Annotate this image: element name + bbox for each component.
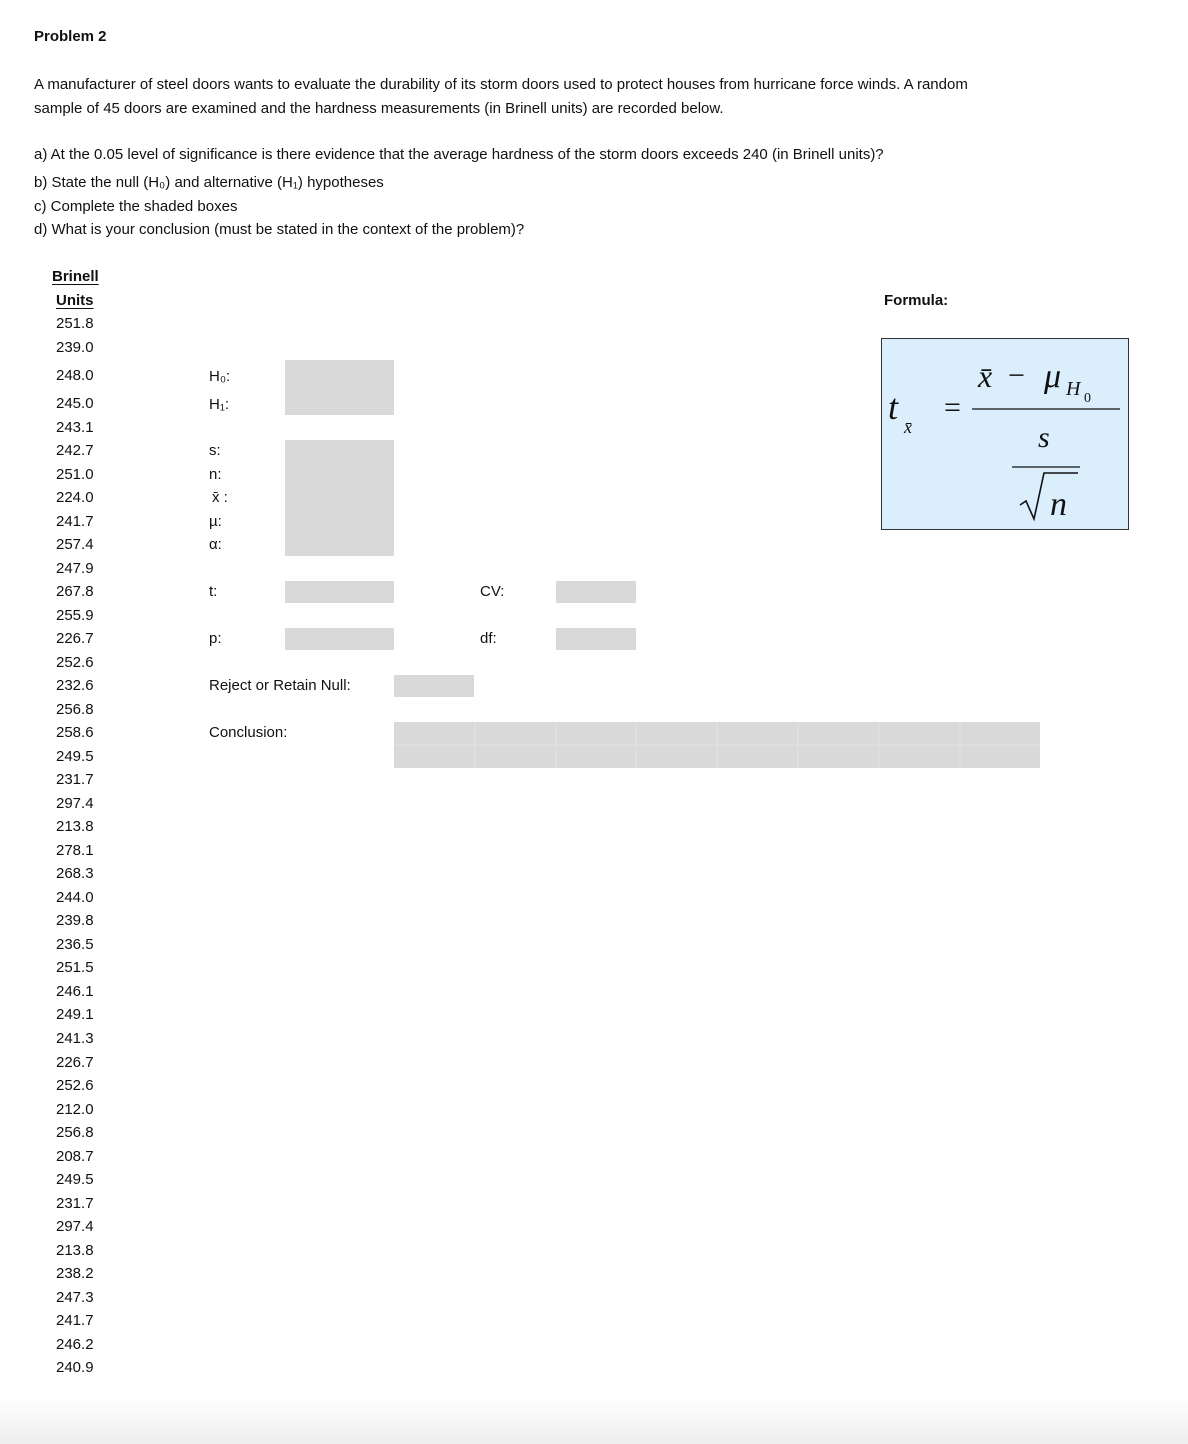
xbar-label: x̄ :	[212, 489, 228, 506]
conclusion-answer-box[interactable]	[394, 722, 1040, 768]
brinell-value: 231.7	[56, 771, 94, 788]
formula-s: s	[1038, 421, 1050, 454]
hypotheses-answer-box[interactable]	[285, 360, 394, 415]
brinell-value: 243.1	[56, 419, 94, 436]
column-header-brinell: Brinell	[52, 268, 99, 285]
brinell-value: 226.7	[56, 630, 94, 647]
brinell-value: 251.5	[56, 959, 94, 976]
cv-answer-box[interactable]	[556, 581, 636, 603]
n-label: n:	[209, 466, 222, 483]
column-header-units: Units	[56, 292, 94, 309]
brinell-value: 241.7	[56, 1312, 94, 1329]
brinell-value: 241.3	[56, 1030, 94, 1047]
t-statistic-formula	[882, 339, 1128, 529]
question-c: c) Complete the shaded boxes	[34, 198, 238, 215]
h1-label: H₁:	[209, 396, 230, 413]
brinell-value: 267.8	[56, 583, 94, 600]
s-label: s:	[209, 442, 221, 459]
intro-text-line2: sample of 45 doors are examined and the hardness measurements (in Brinell units) are recorded below.	[34, 100, 724, 117]
brinell-value: 251.8	[56, 315, 94, 332]
reject-retain-answer-box[interactable]	[394, 675, 474, 697]
brinell-value: 249.1	[56, 1006, 94, 1023]
df-answer-box[interactable]	[556, 628, 636, 650]
brinell-value: 213.8	[56, 818, 94, 835]
formula-xbar: x̄	[978, 358, 993, 394]
brinell-value: 245.0	[56, 395, 94, 412]
p-label: p:	[209, 630, 222, 647]
t-answer-box[interactable]	[285, 581, 394, 603]
stats-answer-box[interactable]	[285, 440, 394, 556]
brinell-value: 240.9	[56, 1359, 94, 1376]
brinell-value: 246.1	[56, 983, 94, 1000]
formula-mu-subscript-h: H	[1066, 378, 1081, 400]
brinell-value: 247.9	[56, 560, 94, 577]
brinell-value: 241.7	[56, 513, 94, 530]
brinell-value: 242.7	[56, 442, 94, 459]
mu-label: µ:	[209, 513, 222, 530]
brinell-value: 248.0	[56, 367, 94, 384]
brinell-value: 226.7	[56, 1054, 94, 1071]
question-b: b) State the null (H₀) and alternative (H₁) hypotheses	[34, 174, 384, 191]
brinell-value: 297.4	[56, 1218, 94, 1235]
brinell-value: 244.0	[56, 889, 94, 906]
brinell-value: 224.0	[56, 489, 94, 506]
brinell-value: 255.9	[56, 607, 94, 624]
cv-label: CV:	[480, 583, 505, 600]
formula-equals: =	[944, 391, 961, 424]
reject-retain-label: Reject or Retain Null:	[209, 677, 351, 694]
brinell-value: 249.5	[56, 748, 94, 765]
brinell-value: 252.6	[56, 654, 94, 671]
brinell-value: 257.4	[56, 536, 94, 553]
conclusion-box-cell-lines	[394, 722, 1040, 768]
brinell-value: 232.6	[56, 677, 94, 694]
brinell-value: 208.7	[56, 1148, 94, 1165]
brinell-value: 239.8	[56, 912, 94, 929]
page-bottom-edge	[0, 1396, 1188, 1444]
brinell-value: 213.8	[56, 1242, 94, 1259]
brinell-value: 252.6	[56, 1077, 94, 1094]
question-d: d) What is your conclusion (must be stated in the context of the problem)?	[34, 221, 525, 238]
formula-t: t	[888, 387, 899, 427]
question-a: a) At the 0.05 level of significance is there evidence that the average hardness of the storm doors exceeds 240 (in Brinell units)?	[34, 146, 884, 163]
formula-mu: μ	[1044, 358, 1062, 395]
brinell-value: 297.4	[56, 795, 94, 812]
t-label: t:	[209, 583, 218, 600]
brinell-value: 249.5	[56, 1171, 94, 1188]
brinell-value: 278.1	[56, 842, 94, 859]
p-answer-box[interactable]	[285, 628, 394, 650]
brinell-value: 246.2	[56, 1336, 94, 1353]
formula-minus: −	[1008, 359, 1025, 392]
brinell-value: 212.0	[56, 1101, 94, 1118]
formula-n: n	[1050, 486, 1067, 523]
brinell-value: 231.7	[56, 1195, 94, 1212]
brinell-value: 268.3	[56, 865, 94, 882]
formula-sqrt-sign	[1020, 473, 1078, 519]
formula-t-subscript: x̄	[904, 417, 912, 437]
h0-label: H₀:	[209, 368, 231, 385]
alpha-label: α:	[209, 536, 222, 553]
brinell-value: 239.0	[56, 339, 94, 356]
df-label: df:	[480, 630, 497, 647]
formula-label: Formula:	[884, 292, 949, 309]
formula-box	[881, 338, 1129, 530]
intro-text-line1: A manufacturer of steel doors wants to evaluate the durability of its storm doors used to protect houses from hurricane force winds. A random	[34, 76, 968, 93]
brinell-value: 238.2	[56, 1265, 94, 1282]
brinell-value: 258.6	[56, 724, 94, 741]
brinell-value: 247.3	[56, 1289, 94, 1306]
brinell-value: 256.8	[56, 1124, 94, 1141]
formula-mu-subscript-0: 0	[1084, 391, 1091, 406]
brinell-value: 236.5	[56, 936, 94, 953]
brinell-value: 251.0	[56, 466, 94, 483]
conclusion-label: Conclusion:	[209, 724, 288, 741]
problem-title: Problem 2	[34, 28, 107, 45]
brinell-value: 256.8	[56, 701, 94, 718]
